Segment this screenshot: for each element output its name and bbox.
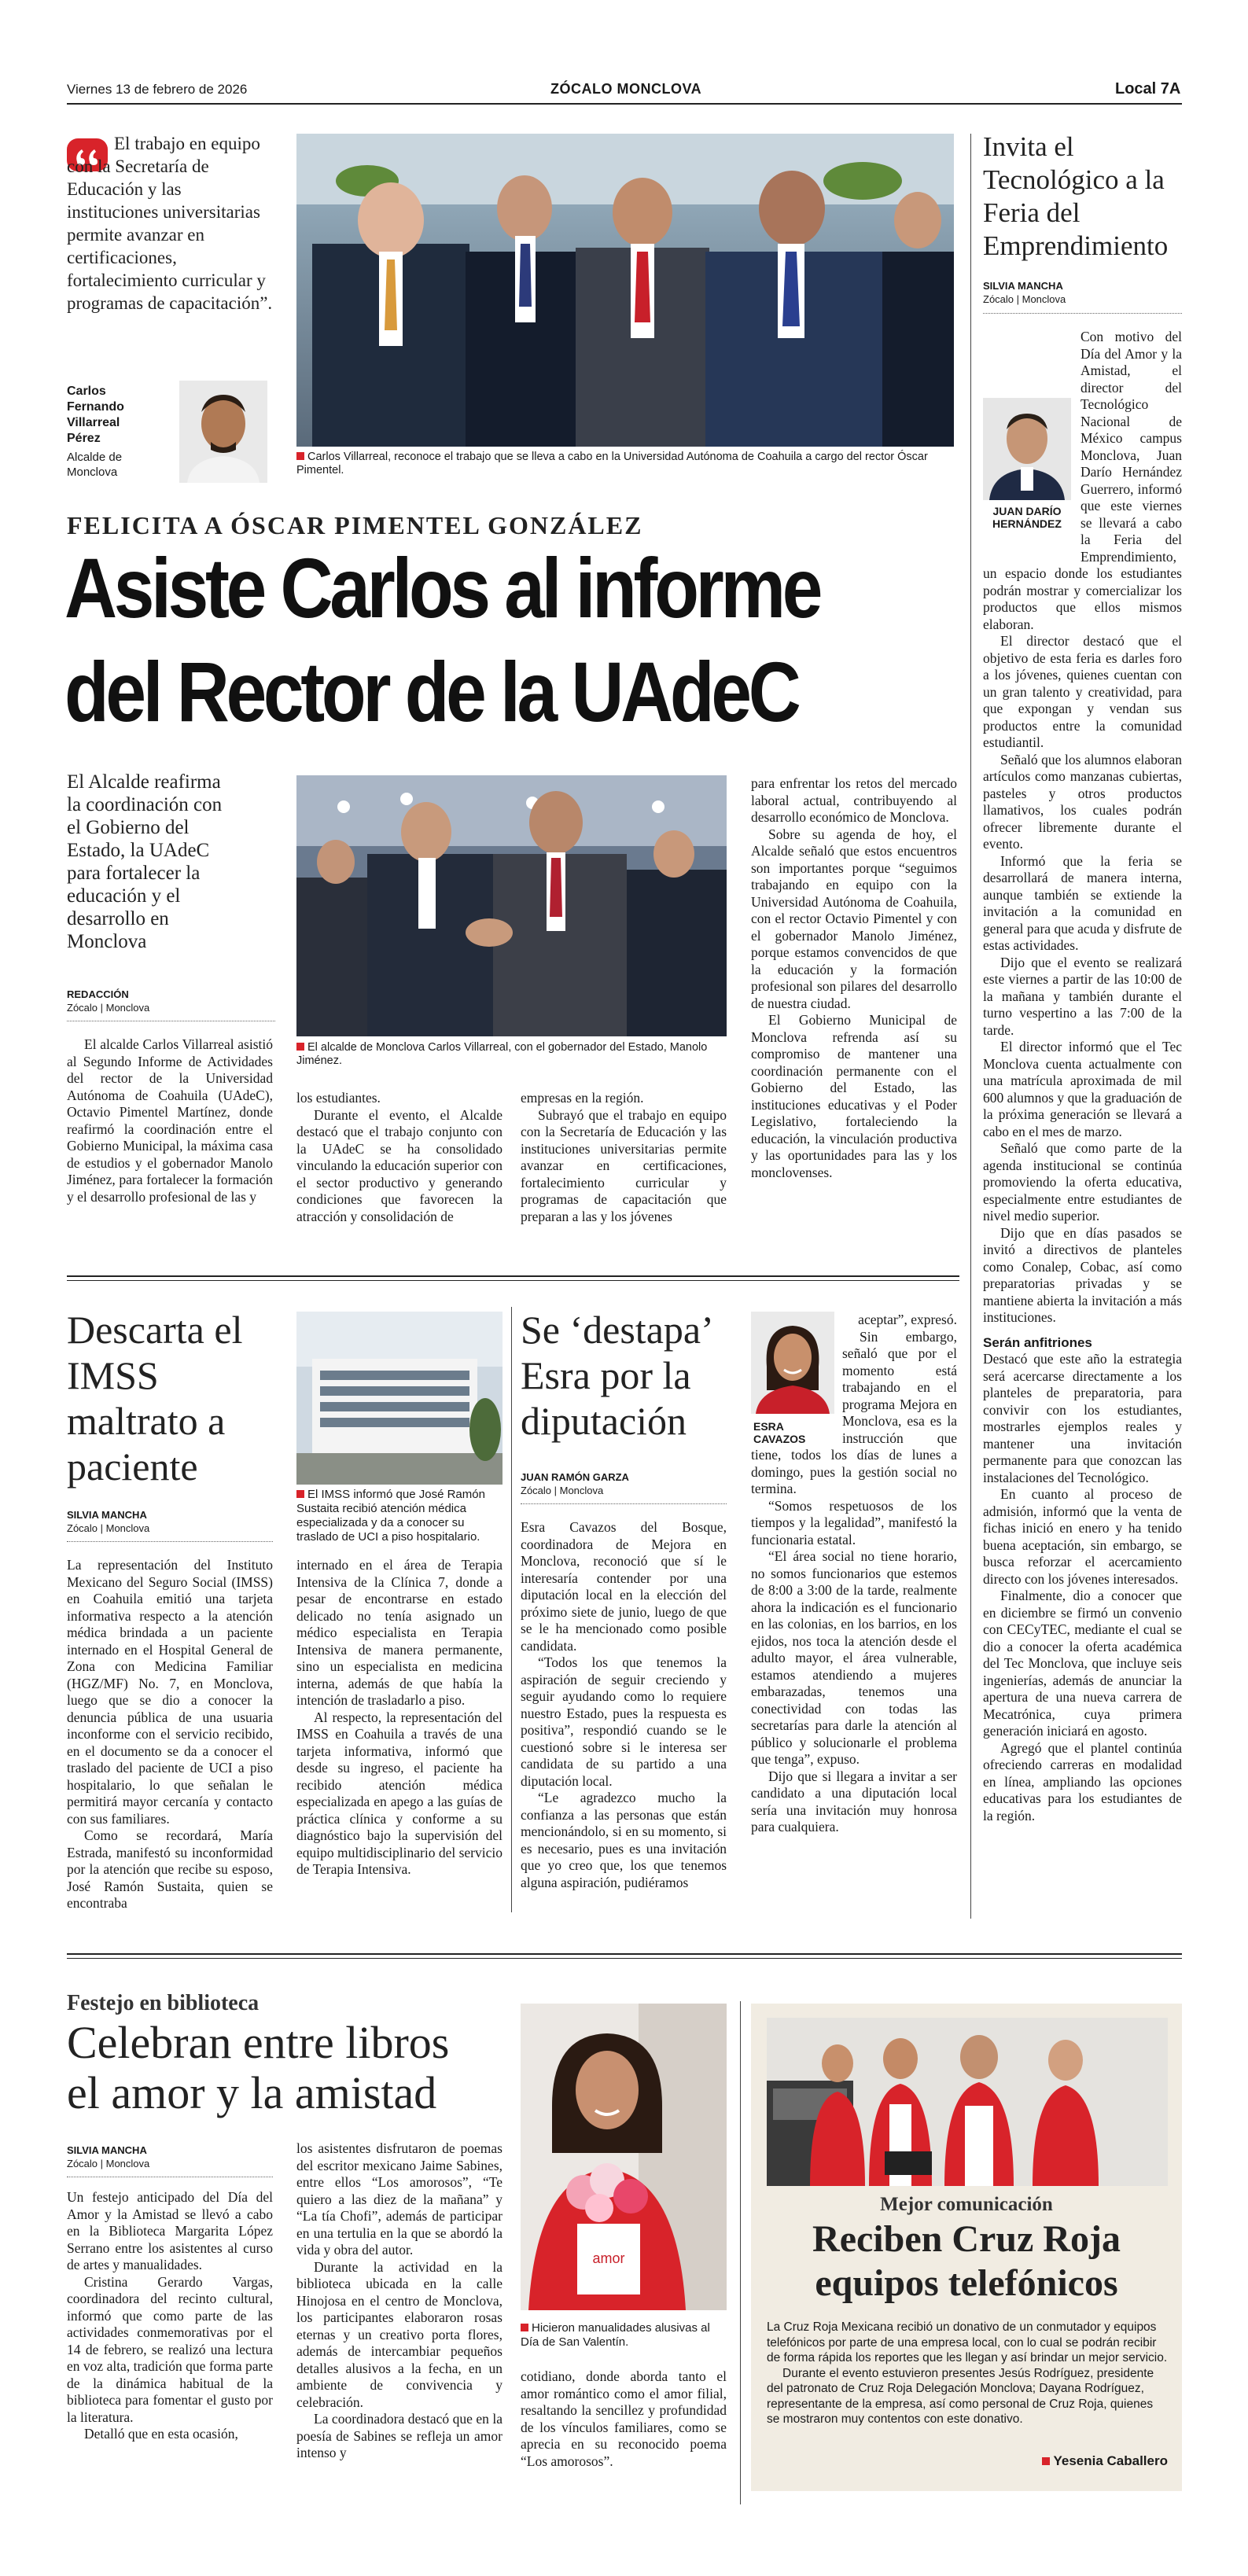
libros-col2c-text: La coordinadora destacó que en la poesía de Sabines se refleja un amor intenso y <box>296 2411 503 2460</box>
cruz-divider <box>740 2001 741 2504</box>
main-col4a-text: para enfrentar los retos del mercado laboral actual, contribuyendo al desarrollo económico de Monclova. <box>751 775 957 825</box>
esra-author: JUAN RAMÓN GARZA <box>521 1471 629 1483</box>
tec-p8: Dijo que en días pasados se invitó a directivos de planteles como Conalep, Cobac, así como preparatorias privadas y se mantiene abierta la invitación a más instituciones. <box>983 1224 1182 1325</box>
esra-col2 <box>751 1312 957 1836</box>
libros-caption-text: Hicieron manualidades alusivas al Día de San Valentín. <box>521 2321 710 2349</box>
tec-byline <box>983 279 1066 306</box>
tec-p9: Destacó que este año la estrategia será acercarse directamente a los planteles de preparatoria, para convivir con los estudiantes, mostrarles ejemplos reales y mantener una invitación permanente para que conozcan las instalaciones del Tecnológico. <box>983 1351 1182 1485</box>
main-col3-text: empresas en la región. <box>521 1090 644 1106</box>
main-col2 <box>296 1090 503 1225</box>
tec-byline-rule <box>983 313 1182 314</box>
libros-col1a-text: Un festejo anticipado del Día del Amor y la Amistad se llevó a cabo en la Biblioteca Margarita López Serrano entre los asistentes al curso de artes y manualidades. <box>67 2189 273 2272</box>
tec-float-spacer <box>983 329 1080 554</box>
tec-headline: Invita el Tecnológico a la Feria del Emprendimiento <box>983 131 1169 261</box>
esra-col1c-text: “Le agradezco mucho la confianza a las personas que están mencionándolo, si en su momento, si es necesario, pues es una invitación que yo creo que, los que tenemos alguna aspiración, pudiéramos <box>521 1790 727 1890</box>
mid-section-rule <box>67 1275 959 1277</box>
photo-imss-building <box>296 1312 503 1485</box>
tec-p12: Agregó que el plantel continúa ofreciendo carreras en modalidad en línea, ampliando las opciones educativas para los estudiantes de la región. <box>983 1739 1182 1823</box>
photo-amor-card-text: amor <box>592 2250 625 2266</box>
imss-headline: Descarta el IMSS maltrato a paciente <box>67 1308 243 1489</box>
libros-headline-1: Celebran entre libros <box>67 2017 450 2068</box>
caption-marker-icon <box>296 452 304 460</box>
tec-author: SILVIA MANCHA <box>983 280 1063 292</box>
caption-marker-icon <box>296 1043 304 1051</box>
main-col1-text: El alcalde Carlos Villarreal asistió al Segundo Informe de Actividades del rector de la Universidad Autónoma de Coahuila (UAdeC), Octavio Pimentel Martínez, donde reafirmó la coordinación entre el Gobierno Municipal, la máxima casa de estudios y el gobernador Manolo Jiménez, para fortalecer la formación y el desarrollo profesional de las y <box>67 1036 273 1205</box>
caption-marker-icon <box>296 1490 304 1498</box>
esra-float-spacer <box>751 1312 842 1447</box>
tec-location: Zócalo | Monclova <box>983 293 1066 305</box>
tec-body-top <box>983 329 1182 1824</box>
libros-col3 <box>521 2368 727 2470</box>
mayor-portrait <box>179 381 267 483</box>
imss-col1 <box>67 1557 273 1912</box>
tec-p11: Finalmente, dio a conocer que en diciembre se firmó un convenio con CECyTEC, mediante el cual se dio a conocer la oferta académica del Tec Monclova, que incluye seis ingenierías, además de anunciar la apertura de una nueva carrera de Mecatrónica, cuya primera generación iniciará en agosto. <box>983 1588 1182 1739</box>
esra-col2d-text: “El área social no tiene horario, no somos funcionarios que estemos de 8:00 a 3:00 de la tarde, realmente ahora la indicación es el funcionario en las colonias, en los barrios, en los ejidos, nos toca la atención desde el adulto mayor, el área vulnerable, estamos atendiendo a mujeres embarazadas, tenemos una conectividad con todas las secretarías para darle la atención al público y solucionarle el problema que tenga”, expuso. <box>751 1548 957 1767</box>
tec-photo-name: JUAN DARÍO HERNÁNDEZ <box>992 505 1062 530</box>
photo-mayor-governor <box>296 775 727 1036</box>
tec-p4: Informó que la feria se desarrollará de manera interna, aunque también se extiende la invitación a la comunidad en general para que acuda y disfrute de estas actividades. <box>983 852 1182 953</box>
tec-p6: El director informó que el Tec Monclova cuenta actualmente con una matrícula aproximada de mil 600 alumnos y que la graduación de la próxima generación se llevará a cabo en el mes de marzo. <box>983 1039 1182 1139</box>
libros-col3-text: cotidiano, donde aborda tanto el amor romántico como el amor filial, resaltando la sencillez y profundidad de los vínculos familiares, como se aprecia en su reconocido poema “Los amorosos”. <box>521 2368 727 2469</box>
tec-p1-text: Con motivo del Día del Amor y la Amistad, el director del Tecnológico Nacional de México campus Monclova, Juan Darío Hernández Guerrero, informó que este viernes se llevará a cabo la Feria del Emprendimiento, un espacio donde los estudiantes podrán mostrar y comercializar los productos que ellos mismos elaboran. <box>983 329 1182 632</box>
cruz-byline <box>1018 2453 1168 2469</box>
main-kicker: FELICITA A ÓSCAR PIMENTEL GONZÁLEZ <box>67 511 643 539</box>
imss-author: SILVIA MANCHA <box>67 1509 147 1521</box>
photo-officials-group <box>296 134 954 447</box>
main-col4c-text: El Gobierno Municipal de Monclova refrenda así su compromiso de mantener una coordinación permanente con el Gobierno del Estado, las instituciones educativas y el Poder Legislativo, fortaleciendo la educación, la vinculación productiva y las oportunidades para las y los monclovenses. <box>751 1012 957 1180</box>
cruz-headline-1: Reciben Cruz Roja <box>812 2218 1121 2260</box>
main-col1 <box>67 1036 273 1205</box>
libros-col2 <box>296 2140 503 2462</box>
cruz-author: Yesenia Caballero <box>1053 2453 1168 2468</box>
pull-quote-text: El trabajo en equipo con la Secretaría de Educación y las instituciones universitarias permite avanzar en certificaciones, fortalecimiento curricular y programas de capacitación”. <box>67 134 273 313</box>
imss-col2a-text: internado en el área de Terapia Intensiva de la Clínica 7, donde a pesar de encontrarse en estado delicado no tenía asignado un médico especialista en Terapia Intensiva de manera permanente, sino un especialista en medicina interna, además de que había la intención de trasladarlo a piso. <box>296 1557 503 1708</box>
esra-col2a-text: aceptar”, expresó. <box>858 1312 957 1327</box>
photo2-caption <box>296 1041 727 1068</box>
tec-p10: En cuanto al proceso de admisión, informó que la venta de fichas inició en enero y ha tenido buena aceptación, sin embargo, se busca reforzar el acercamiento directo con los jóvenes interesados. <box>983 1486 1182 1587</box>
date-line: Viernes 13 de febrero de 2026 <box>67 82 248 97</box>
main-headline-2: del Rector de la UAdeC <box>64 644 798 739</box>
cruz-headline-2: equipos telefónicos <box>815 2262 1118 2304</box>
tec-divider <box>970 134 971 1919</box>
photo-valentine-crafts <box>521 2004 727 2310</box>
libros-col2a-text: los asistentes disfrutaron de poemas del escritor mexicano Jaime Sabines, entre ellos “Los amorosos”, “Te quiero a las diez de la mañana” y “La tía Chofi”, además de participar en una tertulia en la que se abordó la vida y obra del autor. <box>296 2140 503 2258</box>
pull-quote <box>67 132 275 315</box>
tec-p1-wrap <box>983 329 1182 633</box>
main-col4 <box>751 775 957 1181</box>
main-deck: El Alcalde reafirma la coordinación con el Gobierno del Estado, la UAdeC para fortalecer la educación y el desarrollo en Monclova <box>67 771 223 952</box>
imss-caption-text: El IMSS informó que José Ramón Sustaita recibió atención médica especializada y da a conocer su traslado de UCI a piso hospitalario. <box>296 1488 485 1544</box>
main-author: REDACCIÓN <box>67 988 129 1000</box>
esra-col1-text: Esra Cavazos del Bosque, coordinadora de Mejora en Monclova, reconoció que sí le interesaría contender por una diputación local en la elección del próximo siete de junio, luego de que se le ha mencionado como posible candidata. <box>521 1519 727 1654</box>
quote-role: Alcalde de Monclova <box>67 451 123 479</box>
imss-byline <box>67 1508 149 1535</box>
libros-col1 <box>67 2189 273 2443</box>
caption-marker-icon <box>521 2324 528 2331</box>
quote-name: Carlos Fernando Villarreal Pérez <box>67 385 124 445</box>
esra-col2-wrap <box>751 1312 957 1498</box>
main-col3b-text: Subrayó que el trabajo en equipo con la Secretaría de Educación y las instituciones universitarias permite avanzar en certificaciones, fortalecimiento curricular y programas de capacitación que preparan a las y los jóvenes <box>521 1106 727 1224</box>
bottom-section-rule-2 <box>67 1958 1182 1959</box>
mid-section-rule-2 <box>67 1280 959 1281</box>
main-col2b-text: Durante el evento, el Alcalde destacó que el trabajo conjunto con la UAdeC se ha consolidado vinculando la educación superior con el sector productivo y generando condiciones que favorecen la atracción y consolidación de <box>296 1106 503 1224</box>
imss-byline-rule <box>67 1541 273 1542</box>
main-col3 <box>521 1090 727 1225</box>
photo1-caption-text: Carlos Villarreal, reconoce el trabajo que se lleva a cabo en la Universidad Autónoma de Coahuila a cargo del rector Óscar Pimentel. <box>296 451 928 477</box>
esra-headline: Se ‘destapa’ Esra por la diputación <box>521 1308 712 1443</box>
photo2-caption-text: El alcalde de Monclova Carlos Villarreal, con el gobernador del Estado, Manolo Jiménez. <box>296 1041 708 1067</box>
byline-marker-icon <box>1042 2457 1050 2465</box>
tec-subhead: Serán anfitriones <box>983 1334 1092 1350</box>
imss-col1b-text: Como se recordará, María Estrada, manifestó su inconformidad por la atención que recibe su esposo, José Ramón Sustaita, quien se encontraba <box>67 1827 273 1911</box>
imss-col2 <box>296 1557 503 1879</box>
libros-byline <box>67 2144 149 2170</box>
paper-name: ZÓCALO MONCLOVA <box>550 81 702 97</box>
imss-col2b-text: Al respecto, la representación del IMSS en Coahuila a través de una tarjeta informativa, informó que desde su ingreso, el paciente ha recibido atención médica especializada en apego a las guías de práctica clínica y conforme a su diagnóstico bajo la supervisión del equipo multidisciplinario del servicio de Terapia Intensiva. <box>296 1709 503 1877</box>
esra-col2e-text: Dijo que si llegara a invitar a ser candidato a una diputación local sería una invitación muy honrosa para cualquiera. <box>751 1768 957 1834</box>
main-col4b-text: Sobre su agenda de hoy, el Alcalde señaló que estos encuentros son importantes porque “seguimos trabajando en equipo con la Universidad Autónoma de Coahuila, con el rector Octavio Pimentel y con el gobernador Manolo Jiménez, porque estamos convencidos de que la educación y la formación profesional son pilares del desarrollo de nuestra ciudad. <box>751 826 957 1011</box>
libros-kicker: Festejo en biblioteca <box>67 1991 260 2015</box>
cruz-body <box>767 2320 1168 2427</box>
esra-col1 <box>521 1519 727 1891</box>
libros-location: Zócalo | Monclova <box>67 2158 150 2169</box>
photo1-caption <box>296 451 957 477</box>
cruz-kicker: Mejor comunicación <box>880 2194 1053 2215</box>
tec-p3: Señaló que los alumnos elaboran artículos como manzanas cubiertas, pasteles y otros productos llamativos, los cuales podrán ofrecer libremente durante el evento. <box>983 751 1182 852</box>
libros-author: SILVIA MANCHA <box>67 2144 147 2156</box>
imss-location: Zócalo | Monclova <box>67 1522 150 1534</box>
libros-caption <box>521 2321 727 2350</box>
libros-headline-2: el amor y la amistad <box>67 2067 437 2118</box>
section-label: Local 7A <box>1115 80 1181 98</box>
libros-col1b-text: Cristina Gerardo Vargas, coordinadora del recinto cultural, informó que como parte de las actividades conmemorativas por el 14 de febrero, se realizó una lectura en voz alta, tradición que forma parte de la dinámica habitual de la biblioteca para fomentar el gusto por la literatura. <box>67 2273 273 2425</box>
tec-p5: Dijo que el evento se realizará este viernes a partir de las 10:00 de la mañana y también durante el turno vespertino a las 7:00 de la tarde. <box>983 954 1182 1038</box>
esra-byline-rule <box>521 1503 727 1504</box>
esra-photo-name: ESRA CAVAZOS <box>753 1420 806 1445</box>
photo-cruz-roja-staff <box>767 2018 1168 2186</box>
imss-col1-text: La representación del Instituto Mexicano del Seguro Social (IMSS) en Coahuila emitió una tarjeta informativa respecto a la atención médica brindada a un paciente internado en el Hospital General de Zona con Medicina Familiar (HGZ/MF) No. 7, en Monclova, luego que se dio a conocer la denuncia pública de una usuaria inconforme con el servicio recibido, en el documento se da a conocer el traslado del paciente de UCI a piso hospitalario, lo que señalan le permitirá mayor cercanía y contacto con sus familiares. <box>67 1557 273 1827</box>
main-headline-1: Asiste Carlos al informe <box>64 540 820 635</box>
main-location: Zócalo | Monclova <box>67 1002 150 1014</box>
esra-divider <box>511 1307 512 1912</box>
cruz-p2: Durante el evento estuvieron presentes Jesús Rodríguez, presidente del patronato de Cruz Roja Delegación Monclova; Dayana Rodríguez, representante de la empresa, así como personal de Cruz Roja, quienes se mostraron muy contentos con este donativo. <box>767 2366 1154 2426</box>
libros-col2b-text: Durante la actividad en la biblioteca ubicada en la calle Hinojosa en el centro de Monclova, los participantes elaboraron rosas eternas y un creativo porta flores, además de intercambiar pequeños detalles alusivos a la fecha, en un ambiente de convivencia y celebración. <box>296 2258 503 2410</box>
esra-location: Zócalo | Monclova <box>521 1485 604 1496</box>
main-col2-text: los estudiantes. <box>296 1090 381 1106</box>
esra-byline <box>521 1470 629 1497</box>
esra-col1b-text: “Todos los que tenemos la aspiración de seguir creciendo y seguir ayudando como lo requiere nuestro Estado, pues la respuesta es positiva”, respondió cuando se le cuestionó sobre si le interesa ser candidata de su partido a una diputación local. <box>521 1654 727 1789</box>
libros-col1c-text: Detalló que en esta ocasión, <box>84 2426 238 2442</box>
cruz-p1: La Cruz Roja Mexicana recibió un donativo de un conmutador y equipos telefónicos por parte de una empresa local, con lo cual se podrán recibir de forma rápida los reportes que les llegan y así brindar un mejor servicio. <box>767 2320 1168 2364</box>
tec-p2: El director destacó que el objetivo de esta feria es darles foro a los jóvenes, quienes cuentan con un gran talento y creatividad, para que expongan y vendan sus productos entre la comunidad estudiantil. <box>983 633 1182 750</box>
imss-caption <box>296 1488 503 1544</box>
bottom-section-rule <box>67 1953 1182 1955</box>
tec-p7: Señaló que como parte de la agenda institucional se continúa promoviendo la oferta educativa, especialmente entre estudiantes de nivel medio superior. <box>983 1140 1182 1224</box>
header-rule <box>67 103 1182 105</box>
esra-col2c-text: “Somos respetuosos de los tiempos y la legalidad”, manifestó la funcionaria estatal. <box>751 1497 957 1547</box>
esra-col2b-text: Sin embargo, señaló que por el momento está trabajando en el programa Mejora en Monclova, esa es la instrucción que tiene, todos los días de lunes a domingo, pues la gestión social no termina. <box>751 1328 957 1496</box>
main-byline <box>67 988 271 1014</box>
